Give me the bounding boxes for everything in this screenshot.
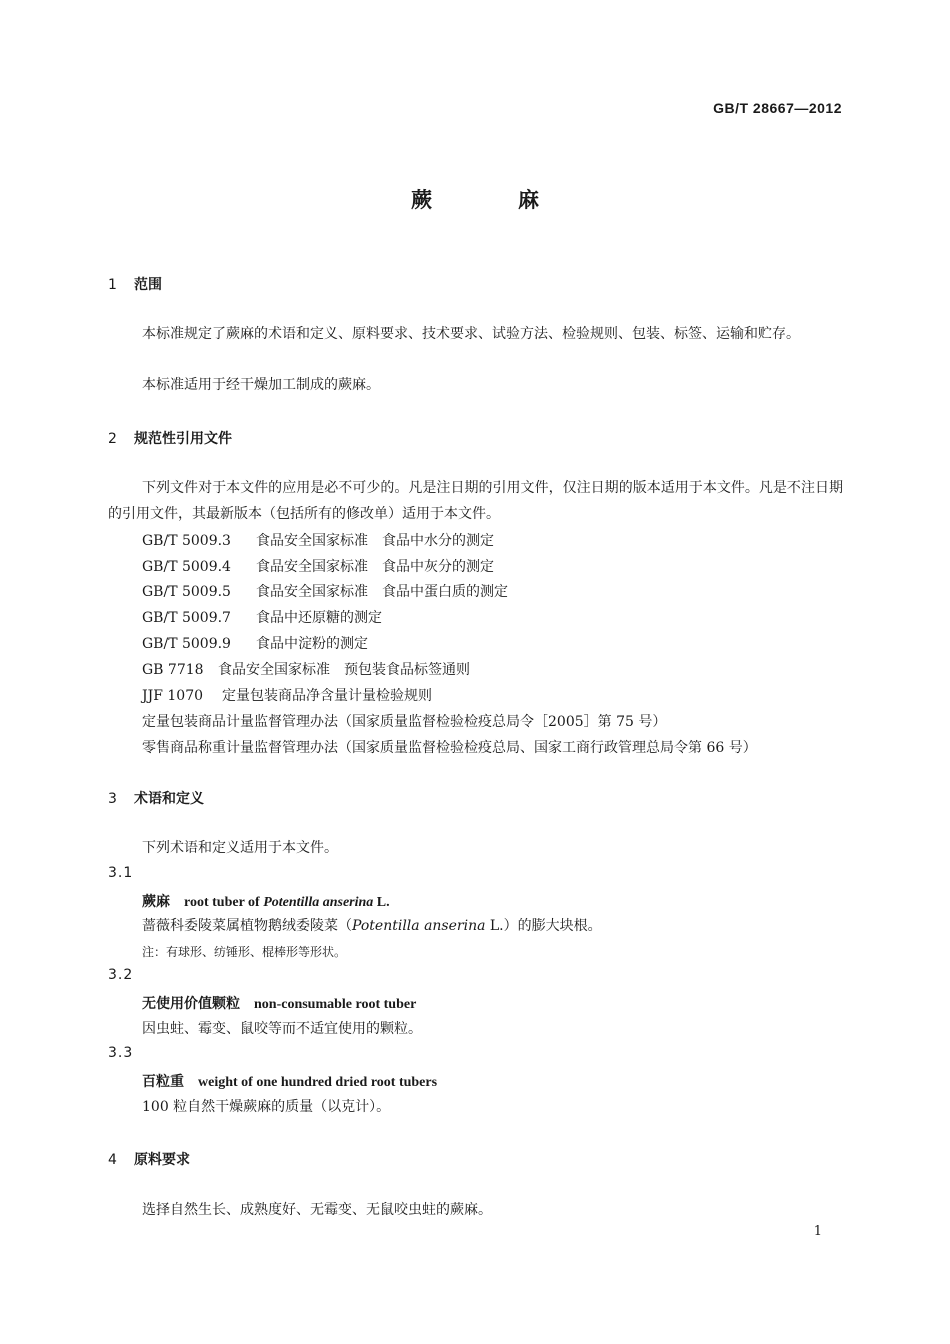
reference-code: GB/T 5009.5 (142, 584, 231, 600)
section-3-intro: 下列术语和定义适用于本文件。 (142, 840, 338, 856)
section-title: 术语和定义 (134, 791, 204, 807)
reference-title: 食品安全国家标准 预包装食品标签通则 (218, 662, 470, 678)
term-chinese: 蕨麻 (142, 894, 170, 910)
reference-item: 零售商品称重计量监督管理办法（国家质量监督检验检疫总局、国家工商行政管理总局令第 66 号） (142, 740, 757, 756)
reference-code: GB/T 5009.9 (142, 636, 231, 652)
term-heading (142, 891, 390, 911)
reference-code: GB/T 5009.7 (142, 610, 231, 626)
reference-code: JJF 1070 (142, 688, 204, 704)
reference-title: 食品安全国家标准 食品中灰分的测定 (256, 559, 494, 575)
term-english: non-consumable root tuber (254, 997, 417, 1012)
reference-item (142, 581, 508, 601)
reference-title: 定量包装商品净含量计量检验规则 (222, 688, 432, 704)
reference-title: 食品安全国家标准 食品中蛋白质的测定 (256, 584, 508, 600)
page-number: 1 (813, 1224, 822, 1239)
section-number: 3 (108, 791, 117, 807)
term-heading (142, 993, 416, 1013)
section-4-heading (108, 1149, 190, 1169)
section-title: 原料要求 (134, 1152, 190, 1168)
term-english: root tuber of Potentilla anserina L. (184, 895, 390, 910)
section-4-paragraph: 选择自然生长、成熟度好、无霉变、无鼠咬虫蛀的蕨麻。 (142, 1202, 492, 1218)
term-definition: 100 粒自然干燥蕨麻的质量（以克计）。 (142, 1099, 391, 1115)
reference-title: 食品中还原糖的测定 (256, 610, 382, 626)
reference-item (142, 530, 494, 550)
term-chinese: 百粒重 (142, 1074, 184, 1090)
section-2-heading (108, 428, 232, 448)
title-char-2: 麻 (518, 188, 539, 212)
section-title: 规范性引用文件 (134, 431, 232, 447)
term-heading (142, 1071, 437, 1091)
section-1-heading (108, 274, 162, 294)
section-number: 1 (108, 277, 117, 293)
section-2-intro: 下列文件对于本文件的应用是必不可少的。凡是注日期的引用文件，仅注日期的版本适用于本文件。凡是不注日期的引用文件，其最新版本（包括所有的修改单）适用于本文件。 (108, 480, 843, 522)
term-chinese: 无使用价值颗粒 (142, 996, 240, 1012)
page-title (0, 184, 950, 214)
term-number: 3.2 (108, 967, 134, 983)
section-3-heading (108, 788, 204, 808)
term-english: weight of one hundred dried root tubers (198, 1075, 438, 1090)
reference-code: GB 7718 (142, 662, 204, 678)
term-definition: 蔷薇科委陵菜属植物鹅绒委陵菜（Potentilla anserina L.）的膨大块根。 (142, 918, 602, 934)
term-note: 注：有球形、纺锤形、棍棒形等形状。 (142, 945, 347, 959)
reference-title: 食品安全国家标准 食品中水分的测定 (256, 533, 494, 549)
section-1-paragraph-2: 本标准适用于经干燥加工制成的蕨麻。 (142, 377, 380, 393)
section-number: 4 (108, 1152, 117, 1168)
term-number: 3.1 (108, 865, 134, 881)
term-definition: 因虫蛀、霉变、鼠咬等而不适宜使用的颗粒。 (142, 1021, 422, 1037)
title-char-1: 蕨 (411, 188, 432, 212)
reference-code: GB/T 5009.4 (142, 559, 231, 575)
reference-item: 定量包装商品计量监督管理办法（国家质量监督检验检疫总局令［2005］第 75 号） (142, 714, 667, 730)
reference-title: 食品中淀粉的测定 (256, 636, 368, 652)
reference-code: GB/T 5009.3 (142, 533, 231, 549)
reference-item (142, 685, 432, 705)
section-title: 范围 (134, 277, 162, 293)
section-number: 2 (108, 431, 117, 447)
reference-item (142, 607, 382, 627)
term-number: 3.3 (108, 1045, 134, 1061)
reference-item (142, 556, 494, 576)
reference-item (142, 659, 470, 679)
section-1-paragraph-1: 本标准规定了蕨麻的术语和定义、原料要求、技术要求、试验方法、检验规则、包装、标签、运输和贮存。 (142, 326, 800, 342)
reference-item (142, 633, 368, 653)
document-code: GB/T 28667—2012 (713, 100, 842, 116)
